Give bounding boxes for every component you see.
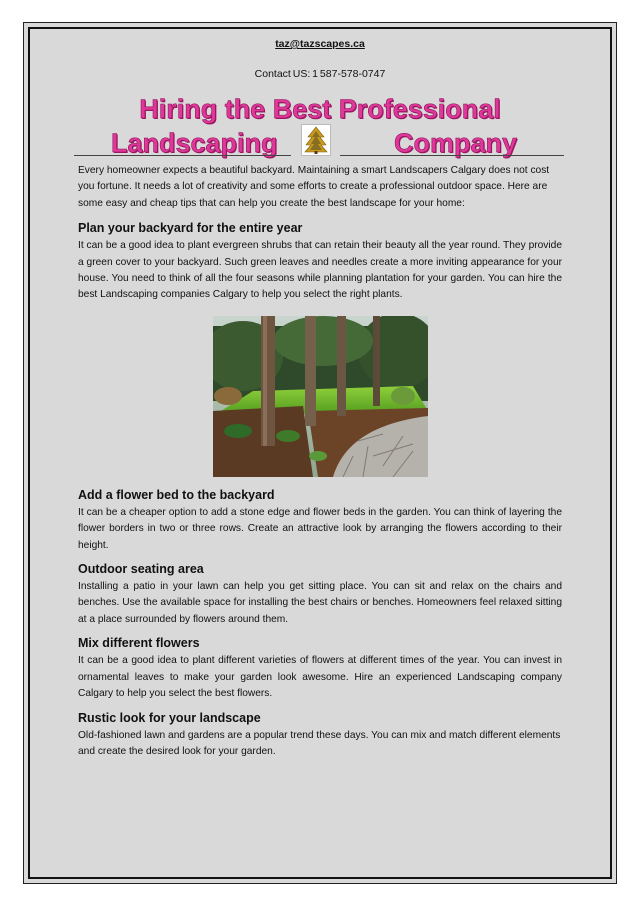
section-heading-plan: Plan your backyard for the entire year bbox=[78, 221, 303, 236]
title-line-1: Hiring the Best Professional bbox=[139, 94, 501, 124]
section-text-rustic: Old-fashioned lawn and gardens are a popular trend these days. You can mix and match different elements and create the desired look for your garden. bbox=[78, 729, 561, 757]
title-word-landscaping: Landscaping bbox=[111, 128, 278, 158]
document-content bbox=[78, 30, 562, 760]
email-link[interactable]: taz@tazscapes.ca bbox=[275, 38, 365, 50]
tree-logo-icon bbox=[301, 124, 331, 156]
title-word-company: Company bbox=[394, 128, 518, 158]
section-text-flower-bed: It can be a cheaper option to add a stone edge and flower beds in the garden. You can think of layering the flower borders in two or three rows. Create an attractive look by arranging the flowers according to their height. bbox=[78, 506, 562, 551]
section-text-plan: It can be a good idea to plant evergreen shrubs that can retain their beauty all the year round. They provide a green cover to your backyard. Such green leaves and needles create a more inviting appearance for your house. You need to think of all the four seasons while planning plantation for your garden. You can hire the best Landscaping companies Calgary to help you select the right plants. bbox=[78, 240, 562, 301]
section-heading-seating: Outdoor seating area bbox=[78, 562, 204, 577]
intro-paragraph: Every homeowner expects a beautiful backyard. Maintaining a smart Landscapers Calgary does not cost you fortune. It needs a lot of creativity and some efforts to create a professional outdoor space. Here are some easy and cheap tips that can help you create the best landscape for your home: bbox=[78, 165, 550, 209]
title-rule-right bbox=[340, 155, 564, 156]
section-text-mix-flowers: It can be a good idea to plant different varieties of flowers at different times of the year. You can invest in ornamental leaves to make your garden look awesome. Hire an experienced Landscaping company Calgary to help you select the best flowers. bbox=[78, 655, 562, 700]
section-heading-mix-flowers: Mix different flowers bbox=[78, 636, 200, 651]
garden-photo bbox=[213, 316, 428, 477]
contact-phone: Contact US: 1 587-578-0747 bbox=[254, 68, 386, 80]
section-text-seating: Installing a patio in your lawn can help you get sitting place. You can sit and relax on the chairs and benches. Use the available space for installing the best chairs or benches. Homeowners feel relaxed sitting at a place surrounded by flowers around them. bbox=[78, 581, 562, 625]
section-heading-rustic: Rustic look for your landscape bbox=[78, 710, 261, 725]
section-heading-flower-bed: Add a flower bed to the backyard bbox=[78, 487, 275, 502]
title-rule-left bbox=[74, 155, 291, 156]
title-block bbox=[78, 94, 562, 166]
